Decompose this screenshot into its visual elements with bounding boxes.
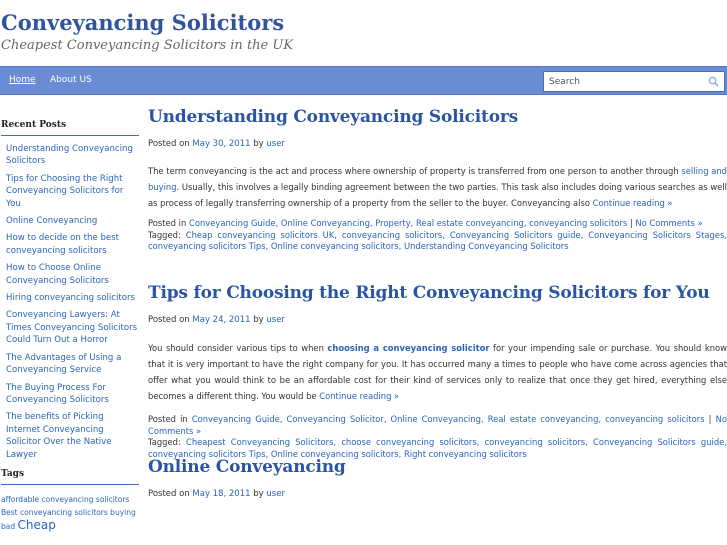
recent-post-link[interactable]: Tips for Choosing the Right Conveyancing Solicitors for You	[6, 173, 124, 209]
post-tags[interactable]: Cheapest Conveyancing Solicitors, choose conveyancing solicitors, conveyancing solicitors, Conveyancing Solicitors guide, conveyancing solicitors Tips, Online conveyancing solicitors, Right conveyancing solicitors	[148, 437, 727, 459]
post-title[interactable]: Understanding Conveyancing Solicitors	[148, 107, 518, 127]
recent-post-link[interactable]: The benefits of Picking Internet Conveyancing Solicitor Over the Native Lawyer	[6, 412, 112, 460]
recent-post-link[interactable]: How to Choose Online Conveyancing Solicitors	[6, 263, 109, 286]
list-item	[6, 143, 139, 168]
tag-link[interactable]: affordable conveyancing solicitors	[1, 494, 130, 504]
site-title[interactable]: Conveyancing Solicitors	[1, 10, 285, 35]
tags-title: Tags	[1, 469, 139, 485]
posted-on-label: Posted on	[148, 315, 190, 325]
recent-post-link[interactable]: Conveyancing Lawyers: At Times Conveyancing Solicitors Could Turn Out a Horror	[6, 310, 138, 346]
list-item	[6, 262, 139, 287]
post-title[interactable]: Tips for Choosing the Right Conveyancing Solicitors for You	[148, 283, 710, 303]
excerpt-link[interactable]: choosing a conveyancing solicitor	[327, 343, 490, 353]
continue-reading-link[interactable]: Continue reading »	[592, 198, 673, 208]
post-date[interactable]: May 24, 2011	[192, 315, 251, 325]
excerpt-text: The term conveyancing is the act and process where ownership of property is transferred from one person to another through	[148, 166, 679, 176]
search-icon[interactable]	[708, 76, 719, 87]
list-item	[6, 173, 139, 210]
comments-link[interactable]: No Comments »	[635, 218, 703, 228]
posted-in-label: Posted in	[148, 414, 188, 424]
sidebar	[1, 120, 139, 533]
list-item	[6, 232, 139, 257]
recent-post-link[interactable]: Hiring conveyancing solicitors	[6, 293, 136, 304]
tag-cloud	[1, 493, 139, 533]
by-label: by	[253, 489, 264, 499]
tagged-label: Tagged:	[148, 437, 181, 447]
post-meta	[148, 139, 727, 149]
post-footer: Posted in Conveyancing Guide, Online Conveyancing, Property, Real estate conveyancing, conveyancing solicitors | No Comments » Tagged: Cheap conveyancing solicitors UK, conveyancing solicitors, Conveyancing Solicitors guide, Conveyancing Solicitors Stages, conveyancing solicitors Tips, Online conveyancing solicitors, Understanding Conveyancing Solicitors	[148, 218, 727, 251]
search-input[interactable]	[544, 72, 704, 91]
list-item	[6, 309, 139, 346]
list-item	[6, 382, 139, 407]
continue-reading-link[interactable]: Continue reading »	[319, 391, 400, 401]
nav-bar	[0, 66, 727, 95]
post-excerpt	[148, 340, 727, 404]
list-item	[6, 411, 139, 461]
excerpt-text: for your impending sale or purchase. You should know that it is very important to have the right company for you. It has occurred many a times to people who have come across agencies that offer what you would think to be an affordable cost for their kind of services only to realize that once they get hired, everything else becomes a different thing. You would be	[148, 343, 727, 401]
recent-posts-list	[1, 143, 139, 461]
excerpt-text: . Usually, this involves a legally binding agreement between the two parties. This task also includes doing various searches as well as process of legally transferring ownership of a property from the seller to the buyer. Conveyancing also	[148, 182, 727, 208]
excerpt-text: You should consider various tips to when	[148, 343, 324, 353]
tag-link[interactable]: Best conveyancing solicitors buying	[1, 507, 136, 517]
post	[148, 107, 727, 253]
list-item	[6, 215, 139, 227]
post-date[interactable]: May 30, 2011	[192, 139, 251, 149]
post-excerpt	[148, 163, 727, 211]
recent-posts-title: Recent Posts	[1, 120, 139, 136]
post-author[interactable]: user	[266, 139, 285, 149]
recent-post-link[interactable]: Understanding Conveyancing Solicitors	[6, 144, 133, 167]
tagged-label: Tagged:	[148, 229, 181, 240]
list-item	[6, 352, 139, 377]
post-author[interactable]: user	[266, 489, 285, 499]
nav-home-link[interactable]: Home	[9, 75, 36, 85]
recent-post-link[interactable]: Online Conveyancing	[6, 216, 98, 227]
posted-in-label: Posted in	[148, 218, 187, 228]
post-meta	[148, 315, 727, 325]
post-title[interactable]: Online Conveyancing	[148, 457, 346, 477]
list-item	[6, 292, 139, 304]
nav-about-link[interactable]: About US	[50, 75, 92, 85]
by-label: by	[253, 139, 264, 149]
tag-link[interactable]: Cheap	[17, 517, 56, 532]
post-footer: Posted in Conveyancing Guide, Conveyancing Solicitor, Online Conveyancing, Real estate conveyancing, conveyancing solicitors | No Comments » Tagged: Cheapest Conveyancing Solicitors, choose conveyancing solicitors, conveyancing solicitors, Conveyancing Solicitors guide, conveyancing solicitors Tips, Online conveyancing solicitors, Right conveyancing solicitors	[148, 414, 727, 459]
posted-on-label: Posted on	[148, 139, 190, 149]
post-tags[interactable]: Cheap conveyancing solicitors UK, conveyancing solicitors, Conveyancing Solicitors guide, Conveyancing Solicitors Stages, conveyancing solicitors Tips, Online conveyancing solicitors, Understanding Conveyancing Solicitors	[148, 229, 727, 251]
post	[148, 283, 727, 460]
site-description: Cheapest Conveyancing Solicitors in the UK	[1, 38, 294, 53]
recent-post-link[interactable]: How to decide on the best conveyancing solicitors	[6, 233, 120, 256]
post-categories[interactable]: Conveyancing Guide, Online Conveyancing, Property, Real estate conveyancing, conveyancing solicitors	[188, 218, 628, 228]
post-date[interactable]: May 18, 2011	[192, 489, 251, 499]
posted-on-label: Posted on	[148, 489, 190, 499]
tag-link[interactable]: bad	[1, 521, 16, 531]
post-author[interactable]: user	[266, 315, 285, 325]
post	[148, 457, 727, 499]
recent-post-link[interactable]: The Advantages of Using a Conveyancing Service	[6, 352, 122, 376]
excerpt-link[interactable]: selling and buying	[148, 166, 727, 192]
comments-link[interactable]: No Comments »	[148, 414, 727, 436]
by-label: by	[253, 315, 264, 325]
search-box	[543, 71, 725, 92]
post-categories[interactable]: Conveyancing Guide, Conveyancing Solicitor, Online Conveyancing, Real estate conveyancing, conveyancing solicitors	[191, 414, 705, 424]
post-meta	[148, 489, 727, 499]
recent-post-link[interactable]: The Buying Process For Conveyancing Solicitors	[6, 382, 109, 405]
